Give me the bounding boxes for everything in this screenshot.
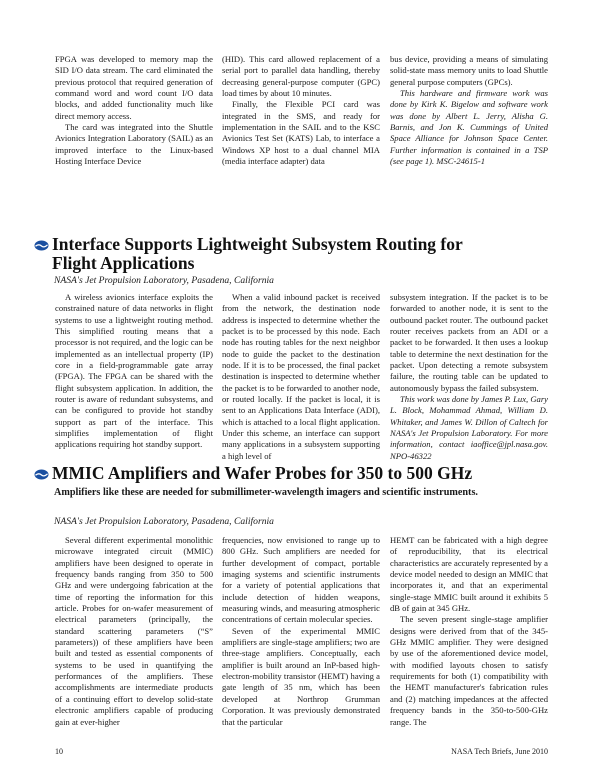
paragraph: HEMT can be fabricated with a high degree of reproducibility, that its electrical characteristics are accurately represented by a device model needed to design an MMIC that incorporates it, and that an experimental single-stage MMIC built around it exhibits 5 dB of gain at 345 GHz. — [390, 535, 548, 614]
paragraph: Several different experimental monolithic microwave integrated circuit (MMIC) amplifiers have been designed to operate in frequency bands ranging from 350 to 500 GHz and were undergoing fabrication at the time of reporting the information for this article. Probes for on-wafer measurement of electrical parameters (principally, the standard scattering parameters (“S” parameters)) of these amplifiers have been built and tested as essential components of systems to be used in quantifying the performances of the amplifiers. These accomplishments are intermediate products of a continuing effort to develop solid-state electronic amplifiers capable of producing gain at ever-higher — [55, 535, 213, 727]
paragraph: frequencies, now envisioned to range up to 800 GHz. Such amplifiers are needed for further development of compact, portable imaging systems and scientific instruments for a variety of potential applications that include detection of hidden weapons, measuring winds, and measuring atmospheric concentrations of certain molecular species. — [222, 535, 380, 625]
article2-title: MMIC Amplifiers and Wafer Probes for 350 to 500 GHz — [52, 463, 473, 483]
paragraph: Seven of the experimental MMIC amplifiers are single-stage amplifiers; two are three-stage amplifiers. Conceptually, each amplifier is built around an InP-based high-electron-mobility transistor (HEMT) having a gate length of 35 nm, which has been developed at Northrop Grumman Corporation. It was previously demonstrated that the particular — [222, 625, 380, 727]
paragraph: The seven present single-stage amplifier designs were derived from that of the 345-GHz MMIC amplifier. They were designed by use of the aforementioned device model, with modified layouts chosen to satisfy requirements for both (1) compatibility with the HEMT manufacturer's fabrication rules and (2) matching impedances at the affected frequency bands in the 350-to-500-GHz range. The — [390, 614, 548, 727]
nasa-swoosh-icon — [34, 240, 49, 251]
article1-title-line1: Interface Supports Lightweight Subsystem Routing for — [52, 234, 463, 254]
top-column-3 — [390, 54, 548, 167]
article2-affiliation: NASA's Jet Propulsion Laboratory, Pasadena, California — [54, 516, 274, 527]
article1-title-line2: Flight Applications — [52, 253, 195, 273]
article1-affiliation: NASA's Jet Propulsion Laboratory, Pasadena, California — [54, 275, 274, 286]
article1-column-2 — [222, 292, 380, 462]
article2-subtitle: Amplifiers like these are needed for submillimeter-wavelength imagers and scientific instruments. — [54, 487, 478, 498]
paragraph: Finally, the Flexible PCI card was integrated in the SMS, and ready for implementation in the SAIL and to the KSC Avionics Test Set (KATS) Lab, to interface a Windows XP host to a dual channel MIA (media interface adapter) data — [222, 99, 380, 167]
nasa-swoosh-icon — [34, 469, 49, 480]
article2-column-3 — [390, 535, 548, 728]
article1-header — [34, 235, 463, 273]
paragraph: The card was integrated into the Shuttle Avionics Integration Laboratory (SAIL) as an improved interface to the Linux-based Hosting Interface Device — [55, 122, 213, 167]
article1-column-1 — [55, 292, 213, 451]
paragraph: FPGA was developed to memory map the SID I/O data stream. The card eliminated the previous protocol that required generation of command word and word count I/O data blocks, and added functionality much like direct memory access. — [55, 54, 213, 121]
top-column-2 — [222, 54, 380, 167]
page-number: 10 — [55, 747, 63, 756]
paragraph: bus device, providing a means of simulating solid-state mass memory units to load Shuttle general purpose computers (GPCs). — [390, 54, 548, 87]
paragraph: subsystem integration. If the packet is to be forwarded to another node, it is sent to the outbound packet router. The outbound packet router receives packets from an ADI or a packet to be forwarded. It then uses a lookup table to determine the next destination for the packet. Upon detecting a remote subsystem failure, the routing table can be updated to autonomously bypass the failed subsystem. — [390, 292, 548, 393]
publication-footer: NASA Tech Briefs, June 2010 — [451, 747, 548, 756]
article2-column-1 — [55, 535, 213, 728]
article1-column-3 — [390, 292, 548, 462]
paragraph: This hardware and firmware work was done by Kirk K. Bigelow and software work was done by Albert L. Jerry, Alisha G. Barnis, and Jon K. Cummings of United Space Alliance for Johnson Space Center. Further information is contained in a TSP (see page 1). MSC-24615-1 — [390, 88, 548, 167]
top-column-1 — [55, 54, 213, 167]
paragraph: When a valid inbound packet is received from the network, the destination node address is inspected to determine whether the packet is to be processed by this node. Each node has routing tables for the next neighbor node to guide the packet to the destination node. If it is to be processed, the final packet destination is inspected to determine whether the packet is to be forwarded to another node, or routed locally. If the packet is local, it is sent to an Applications Data Interface (ADI), which is attached to a local flight application. Under this scheme, an interface can support many applications in a subsystem supporting a high level of — [222, 292, 380, 461]
article2-column-2 — [222, 535, 380, 728]
article2-header — [34, 464, 472, 483]
paragraph: This work was done by James P. Lux, Gary L. Block, Mohammad Ahmad, William D. Whitaker, and James W. Dillon of Caltech for NASA's Jet Propulsion Laboratory. For more information, contact iaoffice@jpl.nasa.gov. NPO-46322 — [390, 394, 548, 461]
paragraph: (HID). This card allowed replacement of a serial port to parallel data handling, thereby decreasing general-purpose computer (GPC) load times by about 10 minutes. — [222, 54, 380, 99]
paragraph: A wireless avionics interface exploits the constrained nature of data networks in flight systems to use a lightweight routing method. This simplified routing means that a processor is not required, and the logic can be implemented as an intellectual property (IP) core in a field-programmable gate array (FPGA). The FPGA can be shared with the flight subsystem application. In addition, the router is aware of redundant subsystems, and can be configured to provide hot standby support as part of the interface. This simplifies implementation of flight applications requiring hot standby support. — [55, 292, 213, 450]
